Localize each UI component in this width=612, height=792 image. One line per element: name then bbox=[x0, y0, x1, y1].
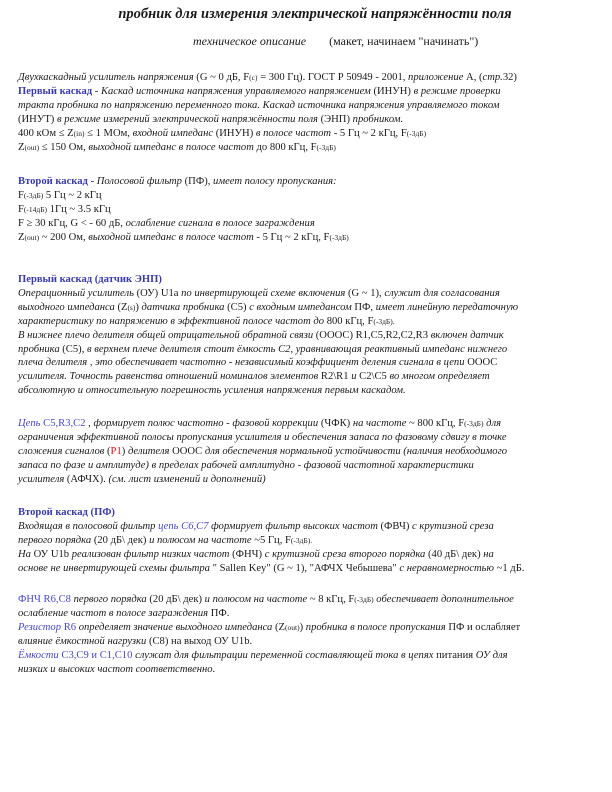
text-run: Z bbox=[18, 231, 25, 243]
text-run: (Z bbox=[117, 301, 128, 313]
text-run: имеет линейную передаточную bbox=[375, 301, 519, 313]
filter-notes-line bbox=[18, 663, 608, 677]
text-run: (ОУ) U1a bbox=[136, 287, 182, 299]
document-subtitle bbox=[193, 34, 478, 49]
second-stage-summary-line bbox=[18, 175, 608, 189]
text-run: F bbox=[18, 203, 24, 215]
text-run: характеристику по напряжению в эффективной полосе частот до bbox=[18, 315, 327, 327]
text-run: (40 дБ\ дек) bbox=[428, 548, 484, 560]
correction-chain-line bbox=[18, 417, 608, 431]
filter-notes-line bbox=[18, 649, 608, 663]
text-run: ограничения эффективной полосы пропускания усилителя и обеспечения запаса по фазовому сдвигу в точке bbox=[18, 431, 507, 443]
text-run: , bbox=[85, 418, 94, 429]
second-stage-details-line bbox=[18, 548, 608, 562]
text-run: (ПФ), bbox=[184, 176, 214, 187]
correction-chain-line bbox=[18, 431, 608, 445]
text-run: (ФНЧ) bbox=[232, 548, 265, 560]
text-run: с неравномерностью bbox=[399, 562, 497, 574]
text-run: (C5), bbox=[62, 343, 87, 355]
text-run: 32) bbox=[502, 72, 517, 83]
intro-line bbox=[18, 113, 608, 127]
text-run: (20 дБ\ дек) bbox=[149, 594, 205, 605]
text-run: для обеспечения нормальной устойчивости (наличия необходимого bbox=[204, 445, 508, 457]
subscript: (out) bbox=[24, 232, 40, 242]
subscript: (-14дБ) bbox=[23, 204, 48, 214]
first-stage-details-line bbox=[18, 329, 608, 343]
subscript: (-3дБ) bbox=[406, 128, 427, 138]
text-run: обеспечивает дополнительное bbox=[373, 594, 514, 605]
text-run: (C5) bbox=[227, 301, 250, 313]
text-run: реализован фильтр низких частот bbox=[71, 548, 233, 560]
text-run: 400 кОм ≤ Z bbox=[18, 127, 74, 139]
text-run: по инвертирующей схеме включения bbox=[181, 287, 348, 299]
text-run: ~ 200 Ом, bbox=[39, 231, 89, 243]
filter-notes-line bbox=[18, 593, 608, 607]
text-run: с входным импедансом bbox=[249, 301, 355, 313]
highlight-text: P1 bbox=[110, 445, 122, 457]
first-stage-details-line bbox=[18, 301, 608, 315]
text-run: ~1 дБ. bbox=[496, 562, 525, 574]
text-run: цепь C6,C7 bbox=[158, 520, 209, 532]
first-stage-details-line bbox=[18, 287, 608, 301]
text-run: и полюсом на частоте bbox=[149, 534, 255, 546]
text-run: ~5 Гц, F bbox=[254, 534, 291, 546]
subscript: (-3дБ) bbox=[464, 419, 484, 428]
subtitle-note: (макет, начинаем "начинать") bbox=[329, 34, 479, 48]
text-run: (см. лист изменений и дополнений) bbox=[108, 473, 266, 485]
text-run: стр. bbox=[482, 72, 503, 83]
text-run: Двухкаскадный усилитель напряжения bbox=[18, 72, 197, 83]
text-run: ОООС bbox=[172, 445, 205, 457]
text-run: ПФ и ослабляет bbox=[448, 621, 521, 633]
second-stage-summary-line bbox=[18, 189, 608, 203]
block-intro bbox=[18, 71, 608, 154]
intro-line bbox=[18, 99, 608, 113]
subscript: (-3дБ). bbox=[290, 535, 313, 545]
text-run: (G ~ 0 дБ, F bbox=[196, 72, 250, 83]
text-run: - bbox=[92, 85, 101, 97]
text-run: ослабление сигнала в полосе заграждения bbox=[125, 217, 315, 229]
text-run: = 300 Гц). ГОСТ Р 50949 - 2001, bbox=[257, 72, 409, 83]
text-run: C2\C5 bbox=[359, 371, 390, 383]
text-run: Резистор bbox=[18, 621, 64, 633]
text-run: На bbox=[18, 548, 34, 560]
text-run: на bbox=[483, 548, 494, 560]
text-run: 5 Гц ~ 2 кГц bbox=[43, 189, 102, 201]
section-heading: Второй каскад (ПФ) bbox=[18, 507, 115, 518]
first-stage-details-line bbox=[18, 384, 608, 398]
text-run: служит для согласования bbox=[384, 287, 500, 299]
text-run: ) bbox=[121, 445, 128, 457]
first-stage-details-line bbox=[18, 370, 608, 384]
text-run: (Z bbox=[275, 621, 286, 633]
text-run: Z bbox=[18, 141, 25, 153]
text-run: C3,C9 и C1,C10 bbox=[61, 649, 136, 661]
second-stage-details-line bbox=[18, 520, 608, 534]
intro-line bbox=[18, 127, 608, 141]
text-run: на частоте bbox=[352, 418, 410, 429]
text-run: F ≥ 30 кГц, G < - 60 дБ, bbox=[18, 217, 126, 229]
text-run: (ЭНП) bbox=[320, 113, 353, 125]
section-heading: Первый каскад (датчик ЭНП) bbox=[18, 274, 162, 285]
text-run: абсолютную и относительную погрешность усиления напряжения первым каскадом. bbox=[18, 385, 406, 397]
text-run: датчика пробника bbox=[141, 301, 228, 313]
text-run: (ИНУН) bbox=[373, 85, 414, 97]
text-run: ОУ U1b bbox=[33, 548, 72, 560]
text-run: ОООС bbox=[467, 357, 498, 369]
text-run: Цепь bbox=[18, 418, 44, 429]
text-run: низких и высоких частот соответственно. bbox=[18, 663, 216, 675]
text-run: (C8) на выход ОУ U1b. bbox=[148, 635, 253, 647]
text-run: F bbox=[18, 189, 24, 201]
text-run: основе не инвертирующей схемы фильтра bbox=[18, 562, 213, 574]
text-run: плеча делителя , это обеспечивает частотно - независимый коэффициент деления сигнала в цепи bbox=[18, 357, 468, 369]
subscript: (c) bbox=[249, 73, 258, 82]
text-run: ПФ, bbox=[354, 301, 376, 313]
second-stage-details-line bbox=[18, 534, 608, 548]
text-run: (ЧФК) bbox=[320, 418, 353, 429]
text-run: (G ~ 1), bbox=[347, 287, 385, 299]
text-run: делителя bbox=[127, 445, 173, 457]
subscript: (-3дБ). bbox=[373, 316, 395, 326]
text-run: в режиме проверки bbox=[413, 85, 501, 97]
document-title: пробник для измерения электрической напряжённости поля bbox=[118, 6, 512, 22]
subscript: (out) bbox=[24, 142, 40, 152]
text-run: питания bbox=[436, 649, 476, 661]
text-run: пробника bbox=[18, 343, 63, 355]
correction-chain-line bbox=[18, 473, 608, 487]
subscript: (-3дБ) bbox=[23, 190, 44, 200]
text-run: и bbox=[351, 371, 360, 383]
text-run: (ОООС) R1,C5,R2,C2,R3 bbox=[315, 329, 431, 341]
text-run: тракта пробника по напряжению переменного тока. Каскад источника напряжения управляемого током bbox=[18, 99, 500, 111]
text-run: в режиме измерений электрической напряжённости поля bbox=[56, 113, 321, 125]
text-run: (ФВЧ) bbox=[380, 520, 413, 532]
text-run: (20 дБ\ дек) bbox=[93, 534, 150, 546]
second-stage-summary-line bbox=[18, 203, 608, 217]
text-run: - bbox=[87, 176, 97, 187]
first-stage-details-line bbox=[18, 315, 608, 329]
block-correction-chain bbox=[18, 417, 608, 487]
text-run: Полосовой фильтр bbox=[96, 176, 185, 187]
text-run: до 800 кГц, F bbox=[256, 141, 317, 153]
intro-line bbox=[18, 85, 608, 99]
text-run: ) bbox=[299, 621, 306, 633]
text-run: (ИНУН) bbox=[215, 127, 256, 139]
text-run: в верхнем плече делителя стоит ёмкость С2, уравнивающая реактивный импеданс нижнего bbox=[87, 343, 508, 355]
text-run: запаса по фазе и амплитуде) в пределах рабочей амплитудно - фазовой частотной характеристики bbox=[18, 459, 474, 471]
text-run: - 5 Гц ~ 2 кГц, F bbox=[331, 127, 407, 139]
text-run: - 5 Гц ~ 2 кГц, F bbox=[253, 231, 330, 243]
text-run: Каскад источника напряжения управляемого напряжением bbox=[100, 85, 374, 97]
text-run: в полосе частот bbox=[255, 127, 332, 139]
text-run: и полюсом на частоте bbox=[204, 594, 310, 605]
text-run: пробника в полосе пропускания bbox=[305, 621, 449, 633]
text-run: усилителя. Точность равенства отношений номиналов элементов bbox=[18, 371, 321, 383]
text-run: ) bbox=[135, 301, 142, 313]
text-run: выходной импеданс в полосе частот bbox=[88, 231, 254, 243]
text-run: Ёмкости bbox=[18, 649, 62, 661]
text-run: выходного импеданса bbox=[18, 301, 118, 313]
block-filter-notes bbox=[18, 593, 608, 676]
text-run: приложение bbox=[408, 72, 464, 83]
second-stage-summary-line bbox=[18, 217, 608, 231]
text-run: выходной импеданс в полосе частот bbox=[88, 141, 257, 153]
text-run: ( bbox=[107, 445, 111, 457]
second-stage-details-line bbox=[18, 562, 608, 576]
text-run: ~ 8 кГц, F bbox=[309, 594, 355, 605]
second-stage-details-line bbox=[18, 506, 608, 520]
text-run: (АФЧХ). bbox=[66, 473, 109, 485]
section-heading: Второй каскад bbox=[18, 176, 88, 187]
subscript: (-3дБ) bbox=[329, 232, 349, 242]
intro-line bbox=[18, 71, 608, 85]
text-run: 800 кГц, F bbox=[326, 315, 374, 327]
subscript: (-3дБ) bbox=[316, 142, 336, 152]
subscript: (in) bbox=[73, 128, 85, 138]
text-run: ПФ. bbox=[210, 607, 230, 619]
text-run: с крутизной среза bbox=[412, 520, 494, 532]
subscript: (s) bbox=[127, 302, 136, 312]
block-second-stage-summary bbox=[18, 175, 608, 245]
text-run: первого порядка bbox=[73, 594, 150, 605]
text-run: Входящая в полосовой фильтр bbox=[18, 520, 159, 532]
intro-line bbox=[18, 141, 608, 155]
text-run: ~ 800 кГц, F bbox=[409, 418, 465, 429]
filter-notes-line bbox=[18, 607, 608, 621]
text-run: (ИНУТ) bbox=[18, 113, 57, 125]
text-run: R6 bbox=[63, 621, 79, 633]
text-run: с крутизной среза второго порядка bbox=[264, 548, 428, 560]
text-run: В нижнее плечо делителя общей отрицательной обратной связи bbox=[18, 329, 316, 341]
text-run: ≤ 1 МОм, bbox=[84, 127, 133, 139]
text-run: имеет полосу пропускания: bbox=[213, 176, 337, 187]
text-run: влияние ёмкостной нагрузки bbox=[18, 635, 149, 647]
text-run: определяет значение выходного импеданса bbox=[78, 621, 276, 633]
text-run: А, ( bbox=[463, 72, 483, 83]
subscript: (out) bbox=[285, 622, 300, 632]
second-stage-summary-line bbox=[18, 231, 608, 245]
subtitle-label: техническое описание bbox=[193, 34, 307, 48]
text-run: ФНЧ R6,C8 bbox=[18, 594, 74, 605]
first-stage-details-line bbox=[18, 273, 608, 287]
text-run: Операционный усилитель bbox=[18, 287, 137, 299]
text-run: " Sallen Key" (G ~ 1), "АФЧХ Чебышева" bbox=[212, 562, 400, 574]
filter-notes-line bbox=[18, 635, 608, 649]
text-run: первого порядка bbox=[18, 534, 94, 546]
text-run: R2\R1 bbox=[320, 371, 352, 383]
block-first-stage-details bbox=[18, 273, 608, 398]
text-run: формирует фильтр высоких частот bbox=[208, 520, 381, 532]
text-run: C5,R3,C2 bbox=[43, 418, 86, 429]
text-run: во многом определяет bbox=[389, 371, 490, 383]
text-run: формирует полюс частотно - фазовой коррекции bbox=[93, 418, 321, 429]
first-stage-details-line bbox=[18, 343, 608, 357]
text-run: ОУ для bbox=[475, 649, 508, 661]
text-run: входной импеданс bbox=[132, 127, 216, 139]
text-run: ослабление частот в полосе заграждения bbox=[18, 607, 211, 619]
text-run: для bbox=[483, 418, 502, 429]
first-stage-details-line bbox=[18, 356, 608, 370]
text-run: усилителя bbox=[18, 473, 67, 485]
text-run: пробником. bbox=[352, 113, 404, 125]
subscript: (-3дБ) bbox=[354, 595, 374, 604]
text-run: включен датчик bbox=[430, 329, 504, 341]
correction-chain-line bbox=[18, 459, 608, 473]
text-run: служат для фильтрации переменной составляющей тока в цепях bbox=[135, 649, 437, 661]
text-run: ≤ 150 Ом, bbox=[39, 141, 89, 153]
text-run: сложения сигналов bbox=[18, 445, 108, 457]
correction-chain-line bbox=[18, 445, 608, 459]
block-second-stage-details bbox=[18, 506, 608, 576]
section-heading: Первый каскад bbox=[18, 85, 93, 97]
filter-notes-line bbox=[18, 621, 608, 635]
text-run: 1Гц ~ 3.5 кГц bbox=[47, 203, 111, 215]
